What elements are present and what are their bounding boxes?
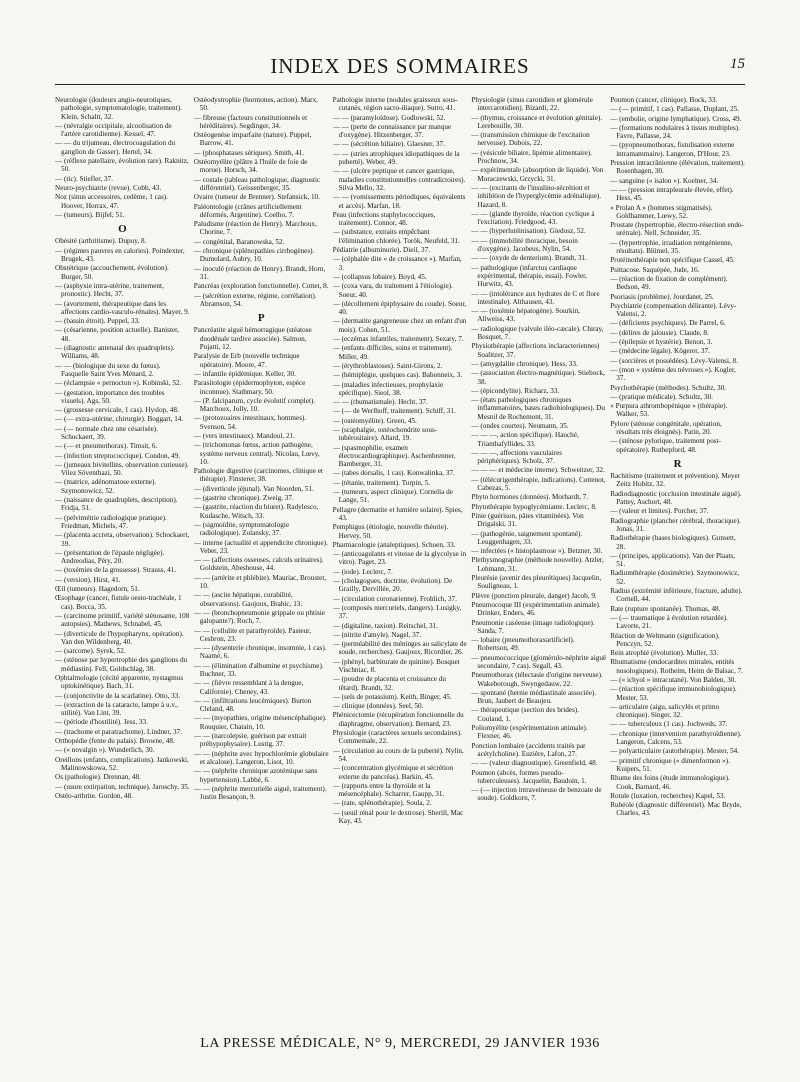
index-entry: — — (glande thyroïde, réaction cyclique à l'excitation). Friedgood, 43.: [471, 209, 595, 227]
index-entry: — — —, action spécifique). Hauché, Trianthafyllides, 33.: [471, 431, 579, 448]
index-entry: Pression intracrânienne (élévation, traitement). Rosenhagen, 30.: [610, 159, 745, 176]
index-entry: Pharmacologie (analeptiques). Schoen, 33.: [332, 540, 456, 549]
index-entry: — lobaire (pneumothoraxartificiel). Robertson, 49.: [471, 636, 575, 653]
index-entry: — (principes, applications). Van der Plaats, 51.: [610, 551, 736, 569]
index-entry: — primitif chronique (« dimenformon »). Kuipers, 51.: [610, 756, 730, 773]
index-entry: — (collapsus lobaire). Boyd, 45.: [332, 272, 427, 281]
index-entry: — chronique (intervention parathyroïdienne). Langeron, Calcens, 53.: [610, 729, 742, 747]
index-entry: — — (paramyloïdose). Godlowski, 52.: [332, 113, 446, 122]
page-header: [55, 50, 745, 82]
index-entry: — (iode). Leclerc, 7.: [332, 567, 393, 576]
index-entry: — infectées (« histoplasmose »). Betzner, 30.: [471, 547, 603, 556]
index-entry: Obstétrique (accouchement, évolution). Burger, 50.: [55, 264, 169, 281]
index-entry: — — (excitants de l'insulino-sécrétion et inhibition de l'hyperglycémie adrénalique). Hazard, 8.: [471, 183, 602, 209]
index-entry: — congénital, Baranowska, 52.: [193, 237, 285, 246]
index-entry: Physiologie (sinus carotidien et glomérule intercarotidien). Bizardi, 22.: [471, 96, 593, 113]
index-entry: Poumon (cancer, clinique). Bock, 33.: [610, 96, 718, 104]
index-entry: — inoculé (réaction de Henry). Brandt, Horn, 31.: [193, 264, 326, 281]
index-entry: — (diverticule de l'hypopharynx, opération). Van den Wildenberg, 40.: [55, 629, 184, 646]
index-entry: — — (artérite et phlébite). Mauriac, Broustet, 10.: [193, 573, 327, 591]
index-entry: — (télécurigenthérapie, indications). Cottenot, Cabezas, 5.: [471, 475, 606, 493]
index-entry: — (épilepsie et hystérie). Benon, 3.: [610, 338, 713, 347]
index-entry: — (érythroblastoses). Saint-Girons, 2.: [332, 361, 443, 370]
index-entry: Pathologie interne (nodules graisseux sous-cutanés, région sacro-iliaque). Sutro, 41.: [332, 96, 458, 113]
index-entry: — — (stries atrophiques idiopathiques de la puberté). Weber, 49.: [332, 149, 460, 167]
section-letter: O: [118, 223, 127, 236]
index-entry: — — tuberculeux (1 cas). Jochweds, 37.: [610, 720, 728, 729]
page-title: INDEX DES SOMMAIRES: [270, 54, 530, 78]
index-entry: — (P. falciparum, cycle évolutif complet). Marchoux, Jolly, 10.: [193, 396, 316, 414]
index-entry: — pneumococcique (glomérulo-néphrite aiguë secondaire, 7 cas). Segall, 43.: [471, 653, 607, 670]
index-entry: Radius (extrémité inférieure, fracture, adulte). Cornell, 44.: [610, 587, 743, 604]
index-entry: Radiographie (plancher cérébral, thoracique). Jonas, 31.: [610, 516, 741, 533]
index-entry: Ovaire (tumeur de Brenner). Stefansick, 10.: [193, 193, 320, 202]
index-entry: — (« novalgin »). Wunderlich, 30.: [55, 746, 155, 755]
index-entry: — expérimentale (absorption de liquide). Von Moraczewski, Grzycki, 31.: [471, 166, 604, 183]
index-entry: — (— et pneumothorax). Timsit, 6.: [55, 442, 158, 451]
index-entry: — — du trijumeau, électrocoagulation du ganglion de Gasser). Hertel, 34.: [55, 139, 176, 156]
index-entry: — (— primitif, 1 cas). Pallasse, Duplant, 25.: [610, 105, 740, 114]
index-entry: Ostéo-arthrite. Gordon, 48.: [55, 791, 134, 800]
index-entry: Œil (tumeurs). Hagedorn, 51.: [55, 585, 140, 594]
index-entry: Phénicectomie (récupération fonctionnelle du diaphragme, observation). Bernard, 23.: [332, 711, 464, 728]
index-entry: — — (bronchopneumonie grippale ou phtisie galopante?). Roch, 7.: [193, 608, 325, 626]
index-column: [55, 96, 190, 1031]
index-entry: Radiodiagnostic (occlusion intestinale aiguë). Pattey, Aschort, 48.: [610, 489, 742, 507]
index-entry: — (spasmophilie, examen électrocardiographique). Aschenbrenner, Bamberger, 31.: [332, 443, 456, 469]
index-entry: — (gastrite chronique). Zweig, 37.: [193, 494, 294, 503]
index-entry: — (toxémies de la grossesse). Strauss, 41.: [55, 566, 177, 575]
index-entry: Orthopédie (fente du palais). Browne, 48.: [55, 737, 175, 746]
index-entry: Pneumonie caséeuse (image radiologique). Sanda, 7.: [471, 618, 595, 635]
index-entry: Ostéogenèse imparfaite (nature). Puppel, Barrow, 41.: [193, 131, 312, 148]
index-entry: — (nitrite d'amyle). Nagel, 37.: [332, 630, 422, 639]
index-entry: — (vers intestinaux). Mandoul, 21.: [193, 431, 296, 440]
index-entry: — (composés mercuriels, dangers). Lusigky, 37.: [332, 603, 462, 621]
index-entry: Plèvre (ponction pleurale, danger) Jacob, 9.: [471, 591, 597, 600]
index-column: [471, 96, 606, 1031]
index-entry: Pleurésie (avenir des pleurétiques) Jacquelin, Souligneau, 1.: [471, 574, 602, 591]
index-entry: — — (élimination d'albumine et psychisme). Buchner, 33.: [193, 661, 324, 678]
index-entry: — (rapports entre la thyroïde et la mésencéphale). Scharrer, Gaupp, 31.: [332, 781, 445, 799]
index-entry: — costale (tableau pathologique, diagnostic différentiel). Geissenberger, 35.: [193, 175, 321, 192]
index-entry: — (épicondylite). Richarz, 33.: [471, 386, 560, 395]
index-entry: — — (infiltrations leucémiques). Burton Cleland, 48.: [193, 696, 312, 714]
index-entry: — (gastrite, réaction du biuret). Radylesco, Kudasche, Witsch, 33.: [193, 503, 319, 520]
index-entry: — (tabes dorsalis, 1 cas). Konwalinka, 37.: [332, 469, 455, 478]
index-entry: — (substance, extraits empêchant l'élimination chlorée). Torök, Neufeld, 31.: [332, 228, 460, 245]
index-entry: Parasitologie (épidermophyton, espèce inconnue). Stathmary, 50.: [193, 379, 306, 396]
index-entry: Ponction lombaire (accidents traités par acétylcholine). Euzière, Lafon, 27.: [471, 741, 586, 758]
index-entry: — (ondes courtes). Neumann, 35.: [471, 421, 569, 430]
index-entry: — (sarcome). Syrek, 52.: [55, 647, 126, 656]
index-entry: — (bassin étroit). Puppel, 33.: [55, 317, 140, 326]
index-entry: — (thymus, croissance et évolution génitale). Lerebouille, 30.: [471, 113, 603, 130]
index-entry: — — (fièvre ressemblant à la dengue, Californie). Cheney, 43.: [193, 679, 304, 696]
index-entry: Protéinothérapie non spécifique Cassel, 45.: [610, 256, 735, 265]
section-letter: P: [257, 312, 265, 325]
index-entry: Phyto hormones (données). Morhardt, 7.: [471, 493, 589, 502]
index-entry: — (association électro-magnétique). Stiebock, 38.: [471, 369, 605, 386]
index-entry: — (grossesse cervicale, 1 cas). Hyslop, 48.: [55, 406, 179, 415]
index-entry: — — (rhumatismale). Hecht, 37.: [332, 398, 428, 407]
index-entry: — (médecine légale). Kögerer, 37.: [610, 347, 710, 356]
index-entry: — (matrice, adénomatose externe). Szymonowicz, 52.: [55, 478, 157, 495]
index-entry: Pneumothorax (télectasie d'origine nerveuse). Wakeborough, Swyngedauw, 22.: [471, 671, 603, 688]
index-entry: Rachitisme (traitement et prévention). Meyer Zeitz Hobitz, 32.: [610, 472, 741, 489]
index-entry: — (tétanie, traitement). Turpin, 5.: [332, 478, 431, 487]
index-entry: — (circulation coronarienne). Frohlich, 37.: [332, 594, 457, 603]
index-entry: — thérapeutique (section des brides). Coulaud, 1.: [471, 706, 579, 723]
index-entry: — (jumeaux bivitellins, observation curieuse). Vilez Söventhazi, 50.: [55, 460, 189, 478]
index-entry: Prostate (hypertrophie, électro-résection endo-urétrale). Nell, Schneider, 35.: [610, 221, 744, 238]
index-entry: — (réaction de fixation de complément). Bedson, 49.: [610, 274, 728, 292]
index-entry: Rhume des foins (étude immunologique). Cook, Barnard, 46.: [610, 774, 730, 791]
index-entry: — (sorcières et possédées). Lévy-Valensi, 8.: [610, 356, 738, 365]
index-entry: — — (dysenterie chronique, insomnie, 1 cas). Naamé, 6.: [193, 644, 327, 661]
index-entry: — — (biologique du sexe du fœtus). Fasquelle Saint Yves Ménard, 2.: [55, 361, 161, 378]
index-entry: — (déficients psychiques). De Parrel, 6.: [610, 319, 726, 328]
index-entry: — (embolie, origine lymphatique). Cross, 49.: [610, 114, 742, 123]
index-entry: Physiologie (caractères sexuels secondaires). Commemale, 22.: [332, 729, 462, 746]
index-entry: Noz (sinus accessoires, cedème, 1 cas). Hoover, Horrax, 47.: [55, 193, 168, 210]
index-entry: Obésité (arthritisme). Dupuy, 8.: [55, 237, 147, 246]
index-entry: — (valeur et limites). Porcher, 37.: [610, 507, 709, 516]
index-entry: — (— de Werlhoff, traitement). Schiff, 31.: [332, 407, 456, 416]
index-entry: Poumon (abcès, formes pseudo-tuberculeuses). Jacquelin, Baudoin, 1.: [471, 768, 587, 785]
index-entry: — (pyopneumothorax, fistulisation externe intramammaire). Langeron, D'Hour, 23.: [610, 141, 735, 158]
index-entry: — (« ichyol » intracutané). Von Balden, 30.: [610, 676, 737, 684]
index-entry: Ophtalmologie (cécité apparente, nystagmus optokinétique). Bach, 31.: [55, 674, 184, 691]
index-entry: Peau (infections staphylococciques, traitement). Connor, 48.: [332, 210, 436, 228]
index-entry: Pellagre (dermatite et lumière solaire). Spies, 43.: [332, 505, 463, 522]
index-entry: — (digitaline, taxion). Reitschel, 31.: [332, 621, 438, 630]
index-entry: — — — et médecine interne). Schweitzer, 32.: [471, 466, 605, 475]
index-entry: — (usure extirpation, technique). Jaroschy, 35.: [55, 782, 190, 791]
index-entry: — articulaire (aigu, salicylés et primo chronique). Singer, 32.: [610, 702, 720, 720]
index-entry: — radiologique (valvule iléo-cæcale). Chiray, Bosquet, 7.: [471, 324, 604, 342]
index-entry: — (formations nodulaires à tissus multiples). Favre, Pallasse, 24.: [610, 123, 740, 141]
index-entry: Pancréatite aiguë hémorragique (stéatose duodénale tardive associée). Salmon, Pujatti, 12.: [193, 326, 312, 352]
index-entry: — — (valeur diagnostique). Greenfield, 48.: [471, 759, 598, 768]
index-entry: — (pathogénie, saignement spontané). Leuggenhagen, 33.: [471, 529, 583, 546]
index-entry: — (trachome et paratrachome). Lindner, 37.: [55, 727, 183, 736]
index-entry: — (réaction spécifique immunobiologique). Mester, 53.: [610, 685, 737, 702]
index-entry: — (décollement épiphysaire du coude). Soeur, 40.: [332, 299, 467, 317]
index-entry: Radiothérapie (bases biologiques). Gunsett, 28.: [610, 534, 736, 551]
index-entry: — (placenta accreta, observation). Schockaert, 39.: [55, 531, 190, 548]
index-entry: — — (néphrite avec hypochlorémie globulaire et alcalose). Langeron, Lisot, 10.: [193, 749, 329, 766]
index-entry: — (infection streptococcique). Condon, 49.: [55, 451, 181, 460]
index-entry: — (présentation de l'épaule négligée). Andreodias, Péry, 20.: [55, 548, 165, 566]
index-entry: « Purpura athrombopénique » (thérapie). Walker, 53.: [610, 402, 728, 419]
index-entry: Pylore (sténose congénitale, opération, résultats très éloignés). Patin, 20.: [610, 419, 722, 436]
index-entry: Rein atrophié (évolution). Muller, 33.: [610, 649, 719, 658]
index-entry: — (asphyxie intra-utérine, traitement, pronostic). Hecht, 37.: [55, 281, 164, 299]
index-entry: — (états pathologiques chroniques inflammatoires, bases radiobiologiques). Du Mesnil de Rochemont, 31.: [471, 396, 605, 421]
index-columns: [55, 96, 745, 1031]
index-entry: — (phényl, barbiturate de quinine). Bosquet Vischniac, 8.: [332, 657, 460, 674]
index-entry: Pancréas (exploration fonctionnelle). Cottet, 8.: [193, 282, 329, 291]
index-entry: — — (néphrite chronique azotémique sans hypertension). Labbé, 6.: [193, 767, 318, 784]
index-entry: — — (affections osseuses, calculs urinaires). Goldstein, Abeshouse, 44.: [193, 556, 324, 573]
index-entry: — (conjonctivite de la scarlatine). Otto, 33.: [55, 691, 181, 700]
index-entry: — (eczémas infantiles, traitement). Sezary, 7.: [332, 335, 464, 344]
index-entry: — (sels de potassium). Keith, Binger, 45.: [332, 692, 452, 701]
index-entry: Pinie (guérison, pâtes vitaminées). Von Drigalski, 31.: [471, 511, 584, 529]
index-entry: — (tumeurs). Bijfel, 51.: [55, 210, 125, 219]
index-entry: — (carcinome primitif, variété sténosante, 108 autopsies). Mathews, Schnabel, 45.: [55, 611, 190, 629]
index-entry: — — —, affections vasculaires périphériques). Scholz, 37.: [471, 448, 563, 466]
index-entry: — (circulation au cours de la puberté). Nylin, 54.: [332, 746, 464, 763]
index-entry: Plethysmographie (méthode nouvelle). Atzler, Lehmann, 31.: [471, 556, 604, 573]
index-entry: — (anticoagulants et vitesse de la glycolyse in vitro). Paget, 23.: [332, 550, 467, 567]
index-entry: Ostéodystrophie (hormones, action). Marx, 50.: [193, 96, 318, 113]
index-entry: Œsophage (cancer, fistule oesto-trachéale, 1 cas). Bocca, 35.: [55, 594, 182, 611]
index-entry: — — (intolérance aux hydrates de C et flore intestinale). Althausen, 43.: [471, 289, 600, 306]
index-entry: — (maladies infectieuses, prophylaxie spécifique). Sieol, 38.: [332, 380, 444, 397]
index-entry: — — (pression intrapleurale élevée, effet). Hess, 45.: [610, 185, 734, 203]
index-entry: — (hypertrophie, irradiation rentgénienne, résultats). Blümel, 35.: [610, 238, 733, 256]
index-entry: — — (néphrite mercurielle aiguë, traitement). Justin Besançon, 9.: [193, 784, 327, 802]
index-entry: — (névralgie occipitale, alcoolisation de l'artère carotidienne). Kessel, 47.: [55, 121, 172, 139]
index-column: [610, 96, 745, 1031]
index-entry: — (diverticule jéjunal). Van Noorden, 51.: [193, 484, 314, 493]
index-entry: Pemphigus (étiologie, nouvelle théorie). Hervey, 50.: [332, 523, 449, 540]
index-entry: Poliomyélite (expérimentation animale). Flexner, 46.: [471, 724, 588, 741]
index-entry: — (seuil rénal pour le dextrose). Sherill, Mac Kay, 43.: [332, 808, 464, 826]
index-entry: Réaction de Weltmann (signification). Penczyn, 52.: [610, 631, 720, 648]
index-entry: — (— traumatique à évolution retardée). Lavorte, 21.: [610, 613, 728, 631]
index-column: [194, 96, 329, 1031]
index-entry: — (réflexe patellaire, évolution rare). Raknitz, 50.: [55, 157, 189, 174]
index-entry: — — (oxyde de denterium). Brandt, 31.: [471, 254, 587, 263]
index-entry: — (tic). Stiefler, 37.: [55, 174, 113, 183]
index-entry: — (rate, splénothérapie). Soula, 2.: [332, 799, 432, 808]
index-entry: — (enfants difficiles, soins et traitement). Miller, 49.: [332, 344, 453, 361]
index-entry: — clinique (données). Seel, 50.: [332, 702, 424, 711]
index-entry: — (dermatite gangreneuse chez un enfant d'un mois). Cohen, 51.: [332, 317, 467, 334]
page-number: 15: [730, 56, 745, 72]
index-entry: — — (myopathies, origine mésencéphalique). Rouquier, Chatain, 10.: [193, 714, 327, 731]
index-entry: Psittacose. Saquépée, Jude, 16.: [610, 265, 700, 274]
page-footer: LA PRESSE MÉDICALE, N° 9, MERCREDI, 29 JANVIER 1936: [200, 1036, 600, 1051]
index-entry: — (diagnostic antenatal des quadruplets). Williams, 48.: [55, 344, 175, 361]
index-entry: — (— extra-utérine, chirurgie). Boggart, 14.: [55, 415, 184, 424]
index-entry: — interne (actualité et appendicite chronique). Veber, 23.: [193, 538, 328, 555]
index-entry: Os (pathologie). Drennan, 48.: [55, 773, 141, 782]
index-entry: — (hémiplégie, quelques cas). Babonneix, 3.: [332, 371, 463, 380]
index-entry: Psoriasis (problème). Jourdanet, 25.: [610, 292, 714, 301]
index-entry: — (césarienne, position actuelle). Banister, 48.: [55, 326, 180, 343]
index-entry: — (sécrétion externe, régime, corrélation). Abramson, 54.: [193, 291, 317, 308]
index-entry: — — (cellulite et parathyroïde). Pasteur, Cesbron, 23.: [193, 626, 312, 643]
index-entry: Paléontologie (crânes artificiellement déformés, Argentine). Coelho, 7.: [193, 202, 302, 219]
index-entry: Physiothérapie (affections inclaracteriennes) Soalitzer, 37.: [471, 342, 600, 359]
index-entry: — (phosphatases sériques). Smith, 41.: [193, 148, 305, 157]
index-entry: — (régimes pauvres en calories). Poindexter, Brugek, 43.: [55, 246, 185, 264]
index-entry: — — (sécrétion biliaire). Glaesner, 37.: [332, 140, 445, 149]
index-entry: Pathologie digestive (carcinomes, clinique et thérapie). Finsterer, 38.: [193, 467, 323, 484]
index-entry: Phytothérapie hypoglycémiante. Leclerc, 8.: [471, 502, 597, 511]
index-entry: — — (immobilité thoracique, besoin d'oxygène). Jacobeus, Nylin, 54.: [471, 236, 578, 254]
index-entry: — (protozoaires intestinaux, hommes). Svenson, 54.: [193, 414, 307, 431]
index-entry: — polyarticulaire (autothérapie). Mester, 54.: [610, 747, 740, 756]
index-entry: — (amygdalite chronique). Hess, 33.: [471, 359, 578, 368]
index-entry: Rotule (luxation, recherches) Kapel, 53.: [610, 791, 726, 800]
index-entry: — (concentration glycémique et sécrétion externe du pancréas). Barkin, 45.: [332, 764, 454, 781]
index-column: [333, 96, 468, 1031]
index-entry: Oreillons (enfants, complications). Jankowski, Malinowskowa, 52.: [55, 755, 189, 772]
index-entry: — (délires de jalousie). Claude, 8.: [610, 328, 709, 337]
index-entry: — (gestation, importance des troubles visuels). Ags, 50.: [55, 388, 165, 405]
index-entry: — (sténose par hypertrophie des ganglions du médiastin). Fell, Goldschlag, 38.: [55, 656, 188, 673]
index-entry: — (période d'hostilité). Jess, 33.: [55, 718, 148, 727]
index-entry: Rate (rupture spontanée). Thomas, 48.: [610, 604, 721, 613]
index-entry: — (trichomonas fœtus, action pathogène, système nerveux central). Nicolau, Lœvy, 10.: [193, 441, 320, 466]
index-entry: Neuro-psychiatrie (revue). Cobb, 43.: [55, 183, 162, 192]
index-entry: — (cholagogues, doctrine, évolution). De Grailly, Dervillée, 20.: [332, 577, 453, 594]
index-entry: — (sténose pylorique, traitement post-opératoire). Ruthepford, 48.: [610, 437, 721, 454]
index-entry: — infantile épidémique. Keller, 30.: [193, 369, 296, 378]
index-entry: — (scaphalgie, ostéochondrite sous-tubérositaire). Allard, 19.: [332, 425, 438, 443]
index-entry: « Prolan A » (hommes stigmatisés). Goldhammer, Lœwy, 52.: [610, 203, 713, 220]
index-entry: Radiumthérapie (dosimétrie). Szymonowicz, 52.: [610, 569, 740, 586]
index-entry: — spontané (hernie médiastinale associée). Brun, Jaubert de Beaujeu.: [471, 688, 597, 706]
index-entry: — (éclampsie « pernocton »). Kobinski, 52.: [55, 379, 182, 388]
index-entry: Psychothérapie (méthodes). Schultz, 30.: [610, 383, 726, 392]
index-entry: — sanguine (« isalon »). Koelner, 34.: [610, 176, 719, 185]
index-entry: Psychiatrie (compensation délirante). Lévy-Valensi, 2.: [610, 301, 737, 319]
index-entry: Paludisme (réaction de Henry). Marchoux, Chorine, 7.: [193, 220, 317, 237]
index-entry: — (naissance de quadruplets, description). Fridja, 51.: [55, 496, 178, 513]
index-entry: — (vésicule biliaire, lipémie alimentaire). Prochnow, 34.: [471, 148, 592, 166]
index-entry: — — (perte de connaissance par manque d'oxygène). Hitzenberger, 37.: [332, 122, 452, 140]
index-entry: — — (ascite hépatique, curabilité, observations). Gaujoux, Brahic, 13.: [193, 591, 303, 608]
index-entry: — pathologique (infarctus cardiaque expérimental, thérapie, essai). Fowler, Hurwitz, 43.: [471, 263, 588, 289]
index-entry: Rhumatisme (endocardites mitrales, entités nosologiques). Rotheim, Heim de Balsac, 7.: [610, 658, 743, 675]
index-entry: — (céphalée dite « de croissance »). Marfan, 3.: [332, 255, 462, 272]
index-entry: — (transmission chimique de l'excitation nerveuse). Dubois, 22.: [471, 131, 590, 148]
index-entry: — (tumeurs, aspect clinique). Cornelia de Lange, 51.: [332, 488, 453, 505]
index-entry: Neurologie (douleurs angio-neurotiques, pathologie, symptomatologie, traitement). Klein, Schaltt, 32.: [55, 96, 182, 121]
index-entry: Pneumocoque III (expérimentation animale). Drinker, Enders, 46.: [471, 600, 601, 618]
index-entry: — (poudre de placenta et croissance du têtard). Brandt, 32.: [332, 675, 446, 692]
index-entry: — (— normale chez une césarisée). Schockaert, 39.: [55, 424, 158, 441]
index-entry: — (sigmoïdite, symptomatologie radiologique). Zolansky, 37.: [193, 520, 290, 538]
index-entry: — (perméabilité des méninges au salicylate de soude, recherches). Gaujoux, Ricordier, 26.: [332, 640, 467, 657]
index-entry: — — (narcolepsie, guérison par extrait préhypophysaire). Lustig, 37.: [193, 732, 307, 749]
index-entry: — — (ulcère peptique et cancer gastrique, maladies constitutionnelles contradictoires). Silva Mello, 32.: [332, 167, 466, 192]
index-entry: — — (hyperlutéinisation). Giedosz, 52.: [471, 227, 586, 236]
section-letter: R: [673, 457, 682, 470]
index-entry: — (coxa vara, du traitement à l'étiologie). Soeur, 40.: [332, 282, 453, 299]
index-entry: — (ostéomyélite). Green, 45.: [332, 416, 417, 425]
index-entry: Pédiatrie (albuminurie). Dieil, 37.: [332, 246, 430, 255]
index-entry: — — (vomissements périodiques, équivalents et accès). Marfan, 18.: [332, 193, 466, 210]
index-entry: — (extraction de la cataracte, lampe à u.v., utilité). Van Lint, 39.: [55, 700, 179, 718]
index-entry: — (— injection intraveineuse de benzoate de soude). Goldkorn, 7.: [471, 786, 602, 803]
index-entry: — (pelvimétrie radiologique pratique). Friedman, Michels, 47.: [55, 513, 167, 530]
index-entry: — (version). Hirst, 41.: [55, 575, 121, 584]
index-entry: Ostéomyélite (plâtre à l'huile de foie de morue). Horsch, 34.: [193, 158, 308, 175]
index-entry: Rubéole (diagnostic différentiel). Mac Bryde, Charles, 43.: [610, 801, 742, 818]
index-entry: — chronique (splénopathies cirrhogènes). Dumolard, Aubry, 10.: [193, 247, 315, 264]
index-entry: Paralysie de Erb (nouvelle technique opératoire). Moore, 47.: [193, 352, 300, 369]
index-entry: — (mon « système des névroses »). Kogler, 37.: [610, 365, 736, 383]
index-entry: — (avortement, thérapeutique dans les affections cardio-vasculo-rénales). Mayer, 9.: [55, 299, 190, 316]
index-entry: — (pratique médicale). Schultz, 30.: [610, 392, 713, 401]
index-entry: — fibreuse (facteurs constitutionnels et héréditaires). Segdinger, 34.: [193, 113, 308, 130]
index-entry: — — (toxémie hépatogène). Sourkin, Allweiss, 43.: [471, 307, 580, 324]
header-rule: [55, 84, 745, 85]
